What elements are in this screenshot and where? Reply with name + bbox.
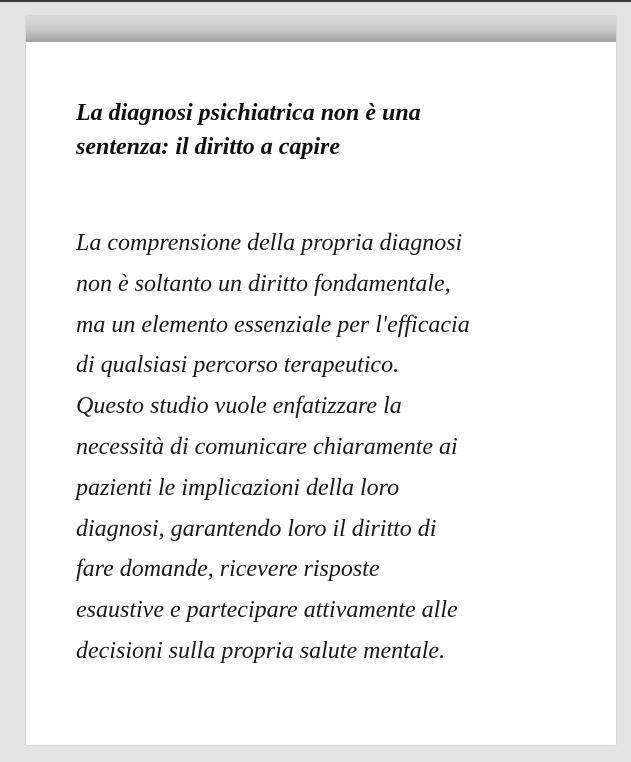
- body-line: esaustive e partecipare attivamente alle: [76, 597, 458, 624]
- page-header-shade: [26, 16, 616, 42]
- body-line: La comprensione della propria diagnosi: [76, 230, 463, 256]
- body-paragraph: [76, 223, 586, 672]
- body-line: pazienti le implicazioni della loro: [76, 474, 400, 501]
- body-line: ma un elemento essenziale per l'efficacia: [76, 311, 470, 338]
- document-viewer[interactable]: [0, 2, 631, 762]
- body-line: fare domande, ricevere risposte: [76, 556, 380, 583]
- body-line: di qualsiasi percorso terapeutico.: [76, 352, 400, 379]
- body-line: necessità di comunicare chiaramente ai: [76, 433, 458, 460]
- body-line: non è soltanto un diritto fondamentale,: [76, 270, 451, 297]
- document-page: [26, 16, 616, 745]
- body-line: diagnosi, garantendo loro il diritto di: [76, 515, 437, 542]
- body-line: decisioni sulla propria salute mentale.: [76, 637, 446, 664]
- page-title: La diagnosi psichiatrica non è una sentenza: il diritto a capire: [76, 100, 421, 160]
- body-line: Questo studio vuole enfatizzare la: [76, 393, 402, 420]
